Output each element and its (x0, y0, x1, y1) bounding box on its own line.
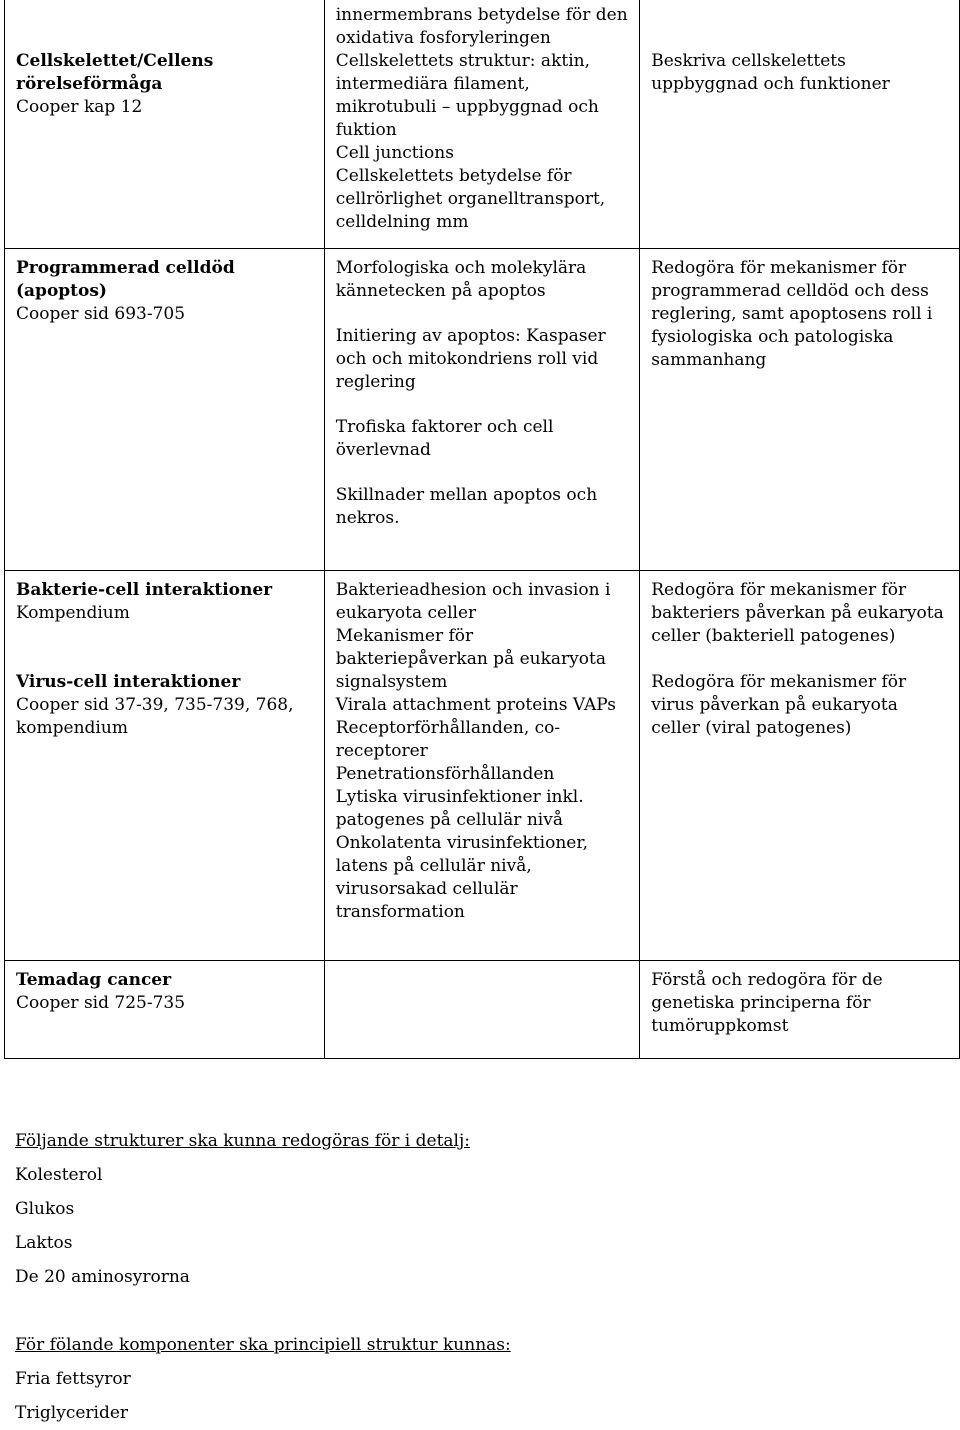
content-line: Cellskelettets struktur: aktin, intermediära filament, mikrotubuli – uppbyggnad och fuktion (335, 51, 599, 140)
course-table (4, 0, 960, 1059)
topic-title: Cellskelettet/Cellens rörelseförmåga (16, 51, 214, 94)
topic-title: Bakterie-cell interaktioner (16, 579, 273, 600)
topic-title: Virus-cell interaktioner (16, 671, 241, 692)
content-cell (324, 570, 639, 960)
content-line: Virala attachment proteins VAPs (335, 694, 616, 715)
content-line: Lytiska virusinfektioner inkl. patogenes på cellulär nivå (335, 786, 584, 830)
goal-cell (640, 248, 960, 570)
goal-text: Redogöra för mekanismer för programmerad celldöd och dess reglering, samt apoptosens roll i fysiologiska och patologiska sammanhang (651, 257, 933, 370)
structure-item: Laktos (15, 1233, 73, 1253)
content-line: Morfologiska och molekylära kännetecken på apoptos (335, 257, 587, 301)
table-row (5, 248, 960, 570)
table-row (5, 570, 960, 960)
topic-cell (5, 960, 325, 1058)
goal-cell (640, 960, 960, 1058)
topic-cell (5, 0, 325, 248)
topic-reference: Cooper sid 37-39, 735-739, 768, kompendium (16, 694, 294, 738)
content-cell (324, 248, 639, 570)
goal-cell (640, 570, 960, 960)
content-line: Onkolatenta virusinfektioner, latens på cellulär nivå, virusorsakad cellulär transformation (335, 832, 589, 922)
topic-reference: Cooper sid 693-705 (16, 303, 186, 324)
content-line: Penetrationsförhållanden (335, 763, 555, 784)
content-line: Receptorförhållanden, co-receptorer (335, 717, 561, 761)
topic-cell (5, 248, 325, 570)
goal-text: Redogöra för mekanismer för bakteriers påverkan på eukaryota celler (bakteriell patogenes) (651, 579, 944, 646)
goal-text: Förstå och redogöra för de genetiska principerna för tumöruppkomst (651, 969, 883, 1036)
structure-item: Glukos (15, 1199, 75, 1219)
table-row (5, 0, 960, 248)
content-line: Mekanismer för bakteriepåverkan på eukaryota signalsystem (335, 625, 606, 692)
requirements-section (15, 1124, 511, 1430)
content-cell (324, 960, 639, 1058)
table-row (5, 960, 960, 1058)
structure-item: Kolesterol (15, 1165, 103, 1185)
content-line: innermembrans betydelse för den oxidativa fosforyleringen (335, 5, 628, 48)
content-line: Trofiska faktorer och cell överlevnad (335, 416, 554, 460)
goal-text: Redogöra för mekanismer för virus påverkan på eukaryota celler (viral patogenes) (651, 671, 907, 738)
goal-text: Beskriva cellskelettets uppbyggnad och funktioner (651, 51, 890, 94)
topic-title: Temadag cancer (16, 969, 172, 990)
structures-heading: Följande strukturer ska kunna redogöras för i detalj: (15, 1131, 470, 1151)
content-cell (324, 0, 639, 248)
topic-reference: Kompendium (16, 602, 130, 623)
topic-reference: Cooper kap 12 (16, 97, 143, 117)
content-line: Cell junctions (335, 143, 454, 163)
content-line: Cellskelettets betydelse för cellrörlighet organelltransport, celldelning mm (335, 166, 606, 232)
components-heading: För fölande komponenter ska principiell struktur kunnas: (15, 1335, 511, 1355)
topic-title: Programmerad celldöd (apoptos) (16, 257, 235, 301)
goal-cell (640, 0, 960, 248)
component-item: Triglycerider (15, 1403, 129, 1423)
topic-reference: Cooper sid 725-735 (16, 992, 186, 1013)
content-line: Skillnader mellan apoptos och nekros. (335, 484, 598, 528)
structure-item: De 20 aminosyrorna (15, 1267, 190, 1287)
content-line: Bakterieadhesion och invasion i eukaryota celler (335, 579, 611, 623)
topic-cell (5, 570, 325, 960)
component-item: Fria fettsyror (15, 1369, 131, 1389)
content-line: Initiering av apoptos: Kaspaser och och mitokondriens roll vid reglering (335, 325, 606, 392)
